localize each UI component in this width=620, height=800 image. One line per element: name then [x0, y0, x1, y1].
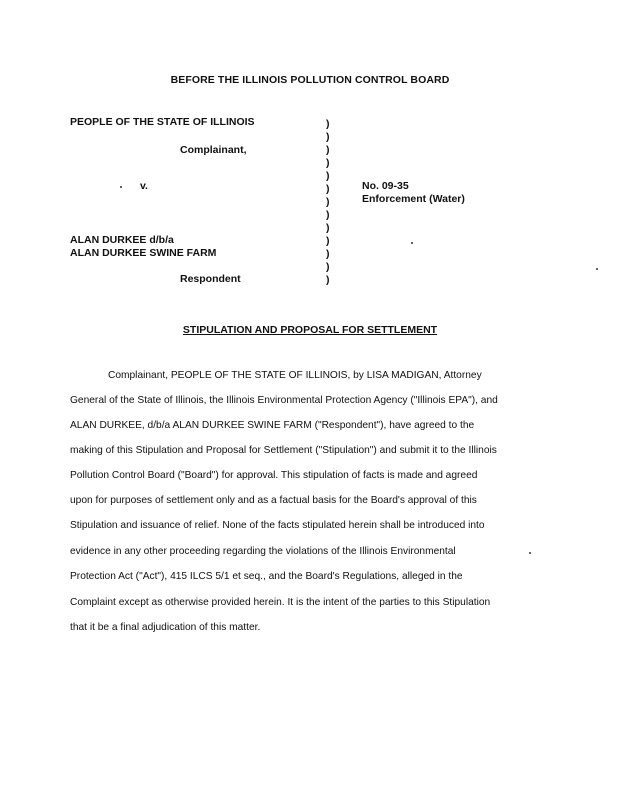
caption-bracket: )	[326, 157, 330, 169]
body-line: Pollution Control Board ("Board") for approval. This stipulation of facts is made and agreed	[70, 470, 478, 481]
caption-bracket: )	[326, 222, 330, 234]
caption-bracket: )	[326, 235, 330, 247]
scan-speck	[596, 268, 598, 270]
body-line: ALAN DURKEE, d/b/a ALAN DURKEE SWINE FARM ("Respondent"), have agreed to the	[70, 420, 475, 431]
caption-bracket-column	[326, 118, 336, 287]
scan-speck	[529, 552, 531, 554]
case-type: Enforcement (Water)	[362, 193, 465, 205]
body-line: General of the State of Illinois, the Illinois Environmental Protection Agency ("Illinois EPA"), and	[70, 395, 498, 406]
scan-speck	[411, 242, 413, 244]
caption-bracket: )	[326, 274, 330, 286]
body-line: evidence in any other proceeding regarding the violations of the Illinois Environmental	[70, 546, 456, 557]
caption-bracket: )	[326, 209, 330, 221]
body-line: upon for purposes of settlement only and as a factual basis for the Board's approval of this	[70, 495, 477, 506]
respondent-name-line1: ALAN DURKEE d/b/a	[70, 234, 174, 246]
complainant-name: PEOPLE OF THE STATE OF ILLINOIS	[70, 116, 255, 128]
respondent-role: Respondent	[180, 273, 241, 285]
document-title: STIPULATION AND PROPOSAL FOR SETTLEMENT	[182, 324, 438, 336]
caption-bracket: )	[326, 248, 330, 260]
versus-label: v.	[140, 180, 148, 192]
body-line: Complaint except as otherwise provided herein. It is the intent of the parties to this Stipulation	[70, 597, 491, 608]
body-line: Protection Act ("Act"), 415 ILCS 5/1 et seq., and the Board's Regulations, alleged in the	[70, 571, 463, 582]
case-number: No. 09-35	[362, 180, 409, 192]
body-line: making of this Stipulation and Proposal for Settlement ("Stipulation") and submit it to the Illinois	[70, 445, 497, 456]
caption-bracket: )	[326, 170, 330, 182]
court-title: BEFORE THE ILLINOIS POLLUTION CONTROL BOARD	[170, 74, 450, 86]
body-line: Stipulation and issuance of relief. None of the facts stipulated herein shall be introduced into	[70, 520, 485, 531]
caption-bracket: )	[326, 261, 330, 273]
caption-bracket: )	[326, 183, 330, 195]
scan-speck	[120, 186, 122, 188]
respondent-name-line2: ALAN DURKEE SWINE FARM	[70, 247, 217, 259]
caption-bracket: )	[326, 196, 330, 208]
body-line: that it be a final adjudication of this matter.	[70, 622, 261, 633]
caption-bracket: )	[326, 118, 330, 130]
caption-bracket: )	[326, 144, 330, 156]
body-line: Complainant, PEOPLE OF THE STATE OF ILLINOIS, by LISA MADIGAN, Attorney	[108, 370, 482, 381]
complainant-role: Complainant,	[180, 144, 247, 156]
caption-bracket: )	[326, 131, 330, 143]
